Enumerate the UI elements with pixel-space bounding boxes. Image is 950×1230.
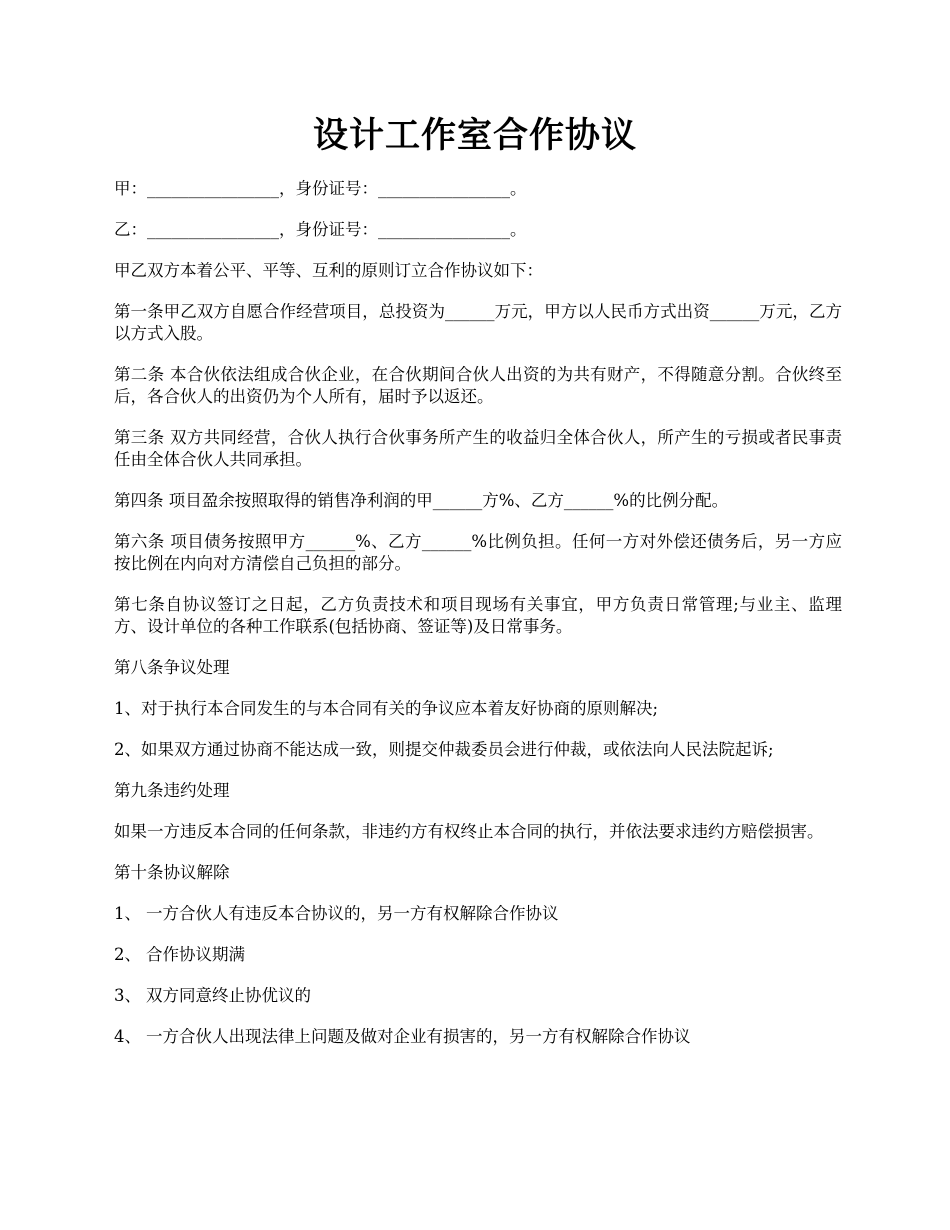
termination-item-number: 1、 bbox=[114, 904, 141, 923]
party-a-line: 甲：________________，身份证号：________________。 bbox=[114, 179, 527, 198]
termination-item-number: 4、 bbox=[114, 1027, 141, 1046]
document-title: 设计工作室合作协议 bbox=[312, 115, 637, 156]
article-6: 第六条 项目债务按照甲方______%、乙方______%比例负担。任何一方对外偿还债务后，另一方应按比例在内向对方清偿自己负担的部分。 bbox=[114, 532, 842, 573]
article-2: 第二条 本合伙依法组成合伙企业，在合伙期间合伙人出资的为共有财产，不得随意分割。合伙终至后，各合伙人的出资仍为个人所有，届时予以返还。 bbox=[114, 365, 842, 406]
article-9-text: 如果一方违反本合同的任何条款，非违约方有权终止本合同的执行，并依法要求违约方赔偿损害。 bbox=[114, 822, 824, 841]
document-body bbox=[114, 178, 842, 1067]
termination-item-number: 2、 bbox=[114, 945, 141, 964]
termination-item bbox=[114, 1026, 842, 1048]
article-8-heading: 第八条争议处理 bbox=[114, 658, 230, 677]
article-1: 第一条甲乙双方自愿合作经营项目，总投资为______万元，甲方以人民币方式出资______万元，乙方以方式入股。 bbox=[114, 302, 842, 343]
termination-item-text: 一方合伙人出现法律上问题及做对企业有损害的，另一方有权解除合作协议 bbox=[146, 1027, 691, 1046]
termination-item bbox=[114, 985, 842, 1007]
preamble: 甲乙双方本着公平、平等、互利的原则订立合作协议如下： bbox=[114, 261, 543, 280]
termination-item-number: 3、 bbox=[114, 986, 141, 1005]
termination-item bbox=[114, 903, 842, 925]
termination-item-text: 一方合伙人有违反本合协议的，另一方有权解除合作协议 bbox=[146, 904, 559, 923]
article-8-clause-2: 2、如果双方通过协商不能达成一致，则提交仲裁委员会进行仲裁，或依法向人民法院起诉; bbox=[114, 740, 774, 759]
article-9-heading: 第九条违约处理 bbox=[114, 781, 230, 800]
article-8-clause-1: 1、对于执行本合同发生的与本合同有关的争议应本着友好协商的原则解决; bbox=[114, 699, 659, 718]
article-4: 第四条 项目盈余按照取得的销售净利润的甲______方%、乙方______%的比例分配。 bbox=[114, 491, 729, 510]
article-10-heading: 第十条协议解除 bbox=[114, 863, 230, 882]
article-3: 第三条 双方共同经营，合伙人执行合伙事务所产生的收益归全体合伙人，所产生的亏损或者民事责任由全体合伙人共同承担。 bbox=[114, 428, 842, 469]
termination-item-text: 合作协议期满 bbox=[146, 945, 245, 964]
termination-item-text: 双方同意终止协优议的 bbox=[146, 986, 311, 1005]
party-b-line: 乙：________________，身份证号：________________。 bbox=[114, 220, 527, 239]
article-7: 第七条自协议签订之日起，乙方负责技术和项目现场有关事宜，甲方负责日常管理;与业主、监理方、设计单位的各种工作联系(包括协商、签证等)及日常事务。 bbox=[114, 595, 842, 636]
termination-item bbox=[114, 944, 842, 966]
